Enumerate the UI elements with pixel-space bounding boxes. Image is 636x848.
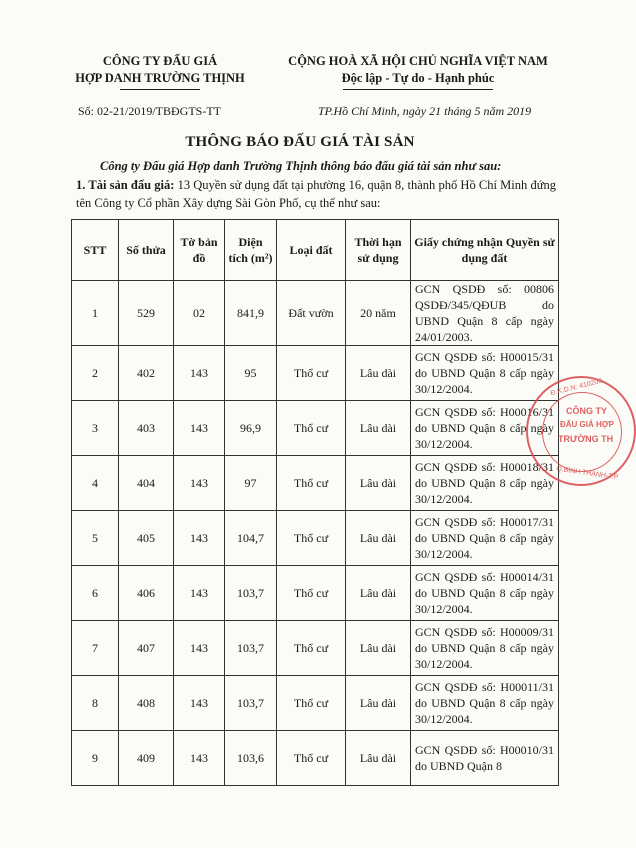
stamp-text-3: TRƯỜNG TH <box>558 434 614 444</box>
cell-to-ban-do: 143 <box>174 676 225 731</box>
cell-dien-tich: 103,6 <box>225 731 277 786</box>
cell-loai-dat: Thổ cư <box>277 401 346 456</box>
company-name-line2: HỢP DANH TRƯỜNG THỊNH <box>75 71 245 85</box>
cell-dien-tich: 103,7 <box>225 676 277 731</box>
cell-thoi-han: Lâu dài <box>346 566 411 621</box>
cell-gcn: GCN QSDĐ số: H00009/31 do UBND Quận 8 cấp ngày 30/12/2004. <box>411 621 559 676</box>
cell-gcn: GCN QSDĐ số: H00018/31 do UBND Quận 8 cấp ngày 30/12/2004. <box>411 456 559 511</box>
table-body <box>72 281 559 786</box>
cell-thoi-han: Lâu dài <box>346 731 411 786</box>
cell-dien-tich: 95 <box>225 346 277 401</box>
stamp-top-text: Đ.K.D.N: 410200 <box>549 377 603 398</box>
cell-stt: 3 <box>72 401 119 456</box>
cell-so-thua: 407 <box>119 621 174 676</box>
cell-loai-dat: Thổ cư <box>277 566 346 621</box>
national-title: CỘNG HOÀ XÃ HỘI CHỦ NGHĨA VIỆT NAM <box>288 54 548 68</box>
cell-gcn: GCN QSDĐ số: H00015/31 do UBND Quận 8 cấp ngày 30/12/2004. <box>411 346 559 401</box>
cell-stt: 7 <box>72 621 119 676</box>
table-row <box>72 281 559 346</box>
cell-stt: 6 <box>72 566 119 621</box>
stamp-inner-ring <box>542 392 622 472</box>
cell-dien-tich: 841,9 <box>225 281 277 346</box>
table-row <box>72 621 559 676</box>
cell-so-thua: 529 <box>119 281 174 346</box>
assets-table <box>71 219 559 786</box>
cell-so-thua: 409 <box>119 731 174 786</box>
cell-thoi-han: Lâu dài <box>346 346 411 401</box>
header-giay-chung-nhan: Giấy chứng nhận Quyền sử dụng đất <box>411 220 559 281</box>
cell-to-ban-do: 143 <box>174 511 225 566</box>
cell-to-ban-do: 143 <box>174 621 225 676</box>
cell-gcn: GCN QSDĐ số: H00010/31 do UBND Quận 8 <box>411 731 559 786</box>
header-thoi-han: Thời hạn sử dụng <box>346 220 411 281</box>
cell-gcn: GCN QSDĐ số: H00014/31 do UBND Quận 8 cấp ngày 30/12/2004. <box>411 566 559 621</box>
stamp-bottom-text: Q.BÌNH THẠNH-T.P <box>555 465 619 482</box>
stamp-text-2: ĐẤU GIÁ HỢP <box>560 420 614 429</box>
cell-thoi-han: Lâu dài <box>346 511 411 566</box>
motto-underline <box>343 89 493 90</box>
cell-gcn: GCN QSDĐ số: H00016/31 do UBND Quận 8 cấp ngày 30/12/2004. <box>411 401 559 456</box>
company-underline <box>120 89 200 90</box>
cell-stt: 8 <box>72 676 119 731</box>
cell-loai-dat: Thổ cư <box>277 621 346 676</box>
header-loai-dat: Loại đất <box>277 220 346 281</box>
table-header-row <box>72 220 559 281</box>
cell-loai-dat: Thổ cư <box>277 676 346 731</box>
cell-thoi-han: Lâu dài <box>346 676 411 731</box>
cell-to-ban-do: 02 <box>174 281 225 346</box>
section1-paragraph <box>76 176 556 212</box>
cell-thoi-han: 20 năm <box>346 281 411 346</box>
table-row <box>72 731 559 786</box>
cell-stt: 2 <box>72 346 119 401</box>
cell-so-thua: 402 <box>119 346 174 401</box>
cell-to-ban-do: 143 <box>174 346 225 401</box>
cell-gcn: GCN QSDĐ số: H00011/31 do UBND Quận 8 cấp ngày 30/12/2004. <box>411 676 559 731</box>
national-header <box>268 53 568 90</box>
cell-dien-tich: 103,7 <box>225 621 277 676</box>
cell-so-thua: 403 <box>119 401 174 456</box>
place-date: TP.Hồ Chí Minh, ngày 21 tháng 5 năm 2019 <box>318 104 532 118</box>
cell-loai-dat: Thổ cư <box>277 731 346 786</box>
document-number: Số: 02-21/2019/TBĐGTS-TT <box>78 104 221 118</box>
company-seal-stamp <box>526 376 636 486</box>
cell-thoi-han: Lâu dài <box>346 401 411 456</box>
table-row <box>72 456 559 511</box>
cell-to-ban-do: 143 <box>174 731 225 786</box>
header-to-ban-do: Tờ bản đồ <box>174 220 225 281</box>
cell-stt: 5 <box>72 511 119 566</box>
cell-dien-tich: 97 <box>225 456 277 511</box>
stamp-text-1: CÔNG TY <box>566 406 608 416</box>
cell-stt: 4 <box>72 456 119 511</box>
intro-line: Công ty Đấu giá Hợp danh Trường Thịnh thông báo đấu giá tài sản như sau: <box>100 159 502 173</box>
cell-to-ban-do: 143 <box>174 566 225 621</box>
cell-gcn: GCN QSDĐ số: 00806 QSDĐ/345/QĐUB do UBND Quận 8 cấp ngày 24/01/2003. <box>411 281 559 346</box>
cell-loai-dat: Thổ cư <box>277 456 346 511</box>
table-row <box>72 346 559 401</box>
header-so-thua: Số thửa <box>119 220 174 281</box>
table-row <box>72 566 559 621</box>
table-row <box>72 676 559 731</box>
section1-text: 13 Quyền sử dụng đất tại phường 16, quận 8, thành phố Hồ Chí Minh đứng tên Công ty Cổ phần Xây dựng Sài Gòn Phố, cụ thể như sau: <box>76 178 556 210</box>
table-row <box>72 401 559 456</box>
cell-so-thua: 408 <box>119 676 174 731</box>
cell-so-thua: 406 <box>119 566 174 621</box>
section1-label: 1. Tài sản đấu giá: <box>76 178 175 192</box>
cell-dien-tich: 96,9 <box>225 401 277 456</box>
cell-dien-tich: 104,7 <box>225 511 277 566</box>
cell-loai-dat: Thổ cư <box>277 346 346 401</box>
cell-stt: 1 <box>72 281 119 346</box>
cell-stt: 9 <box>72 731 119 786</box>
company-header <box>60 53 260 90</box>
national-motto: Độc lập - Tự do - Hạnh phúc <box>341 71 495 85</box>
cell-thoi-han: Lâu dài <box>346 621 411 676</box>
cell-so-thua: 405 <box>119 511 174 566</box>
company-name-line1: CÔNG TY ĐẤU GIÁ <box>102 54 218 68</box>
cell-to-ban-do: 143 <box>174 456 225 511</box>
cell-thoi-han: Lâu dài <box>346 456 411 511</box>
cell-so-thua: 404 <box>119 456 174 511</box>
header-stt: STT <box>72 220 119 281</box>
cell-dien-tich: 103,7 <box>225 566 277 621</box>
cell-gcn: GCN QSDĐ số: H00017/31 do UBND Quận 8 cấp ngày 30/12/2004. <box>411 511 559 566</box>
table-row <box>72 511 559 566</box>
cell-loai-dat: Đất vườn <box>277 281 346 346</box>
cell-loai-dat: Thổ cư <box>277 511 346 566</box>
document-title: THÔNG BÁO ĐẤU GIÁ TÀI SẢN <box>185 134 415 150</box>
cell-to-ban-do: 143 <box>174 401 225 456</box>
header-dien-tich: Diện tích (m²) <box>225 220 277 281</box>
